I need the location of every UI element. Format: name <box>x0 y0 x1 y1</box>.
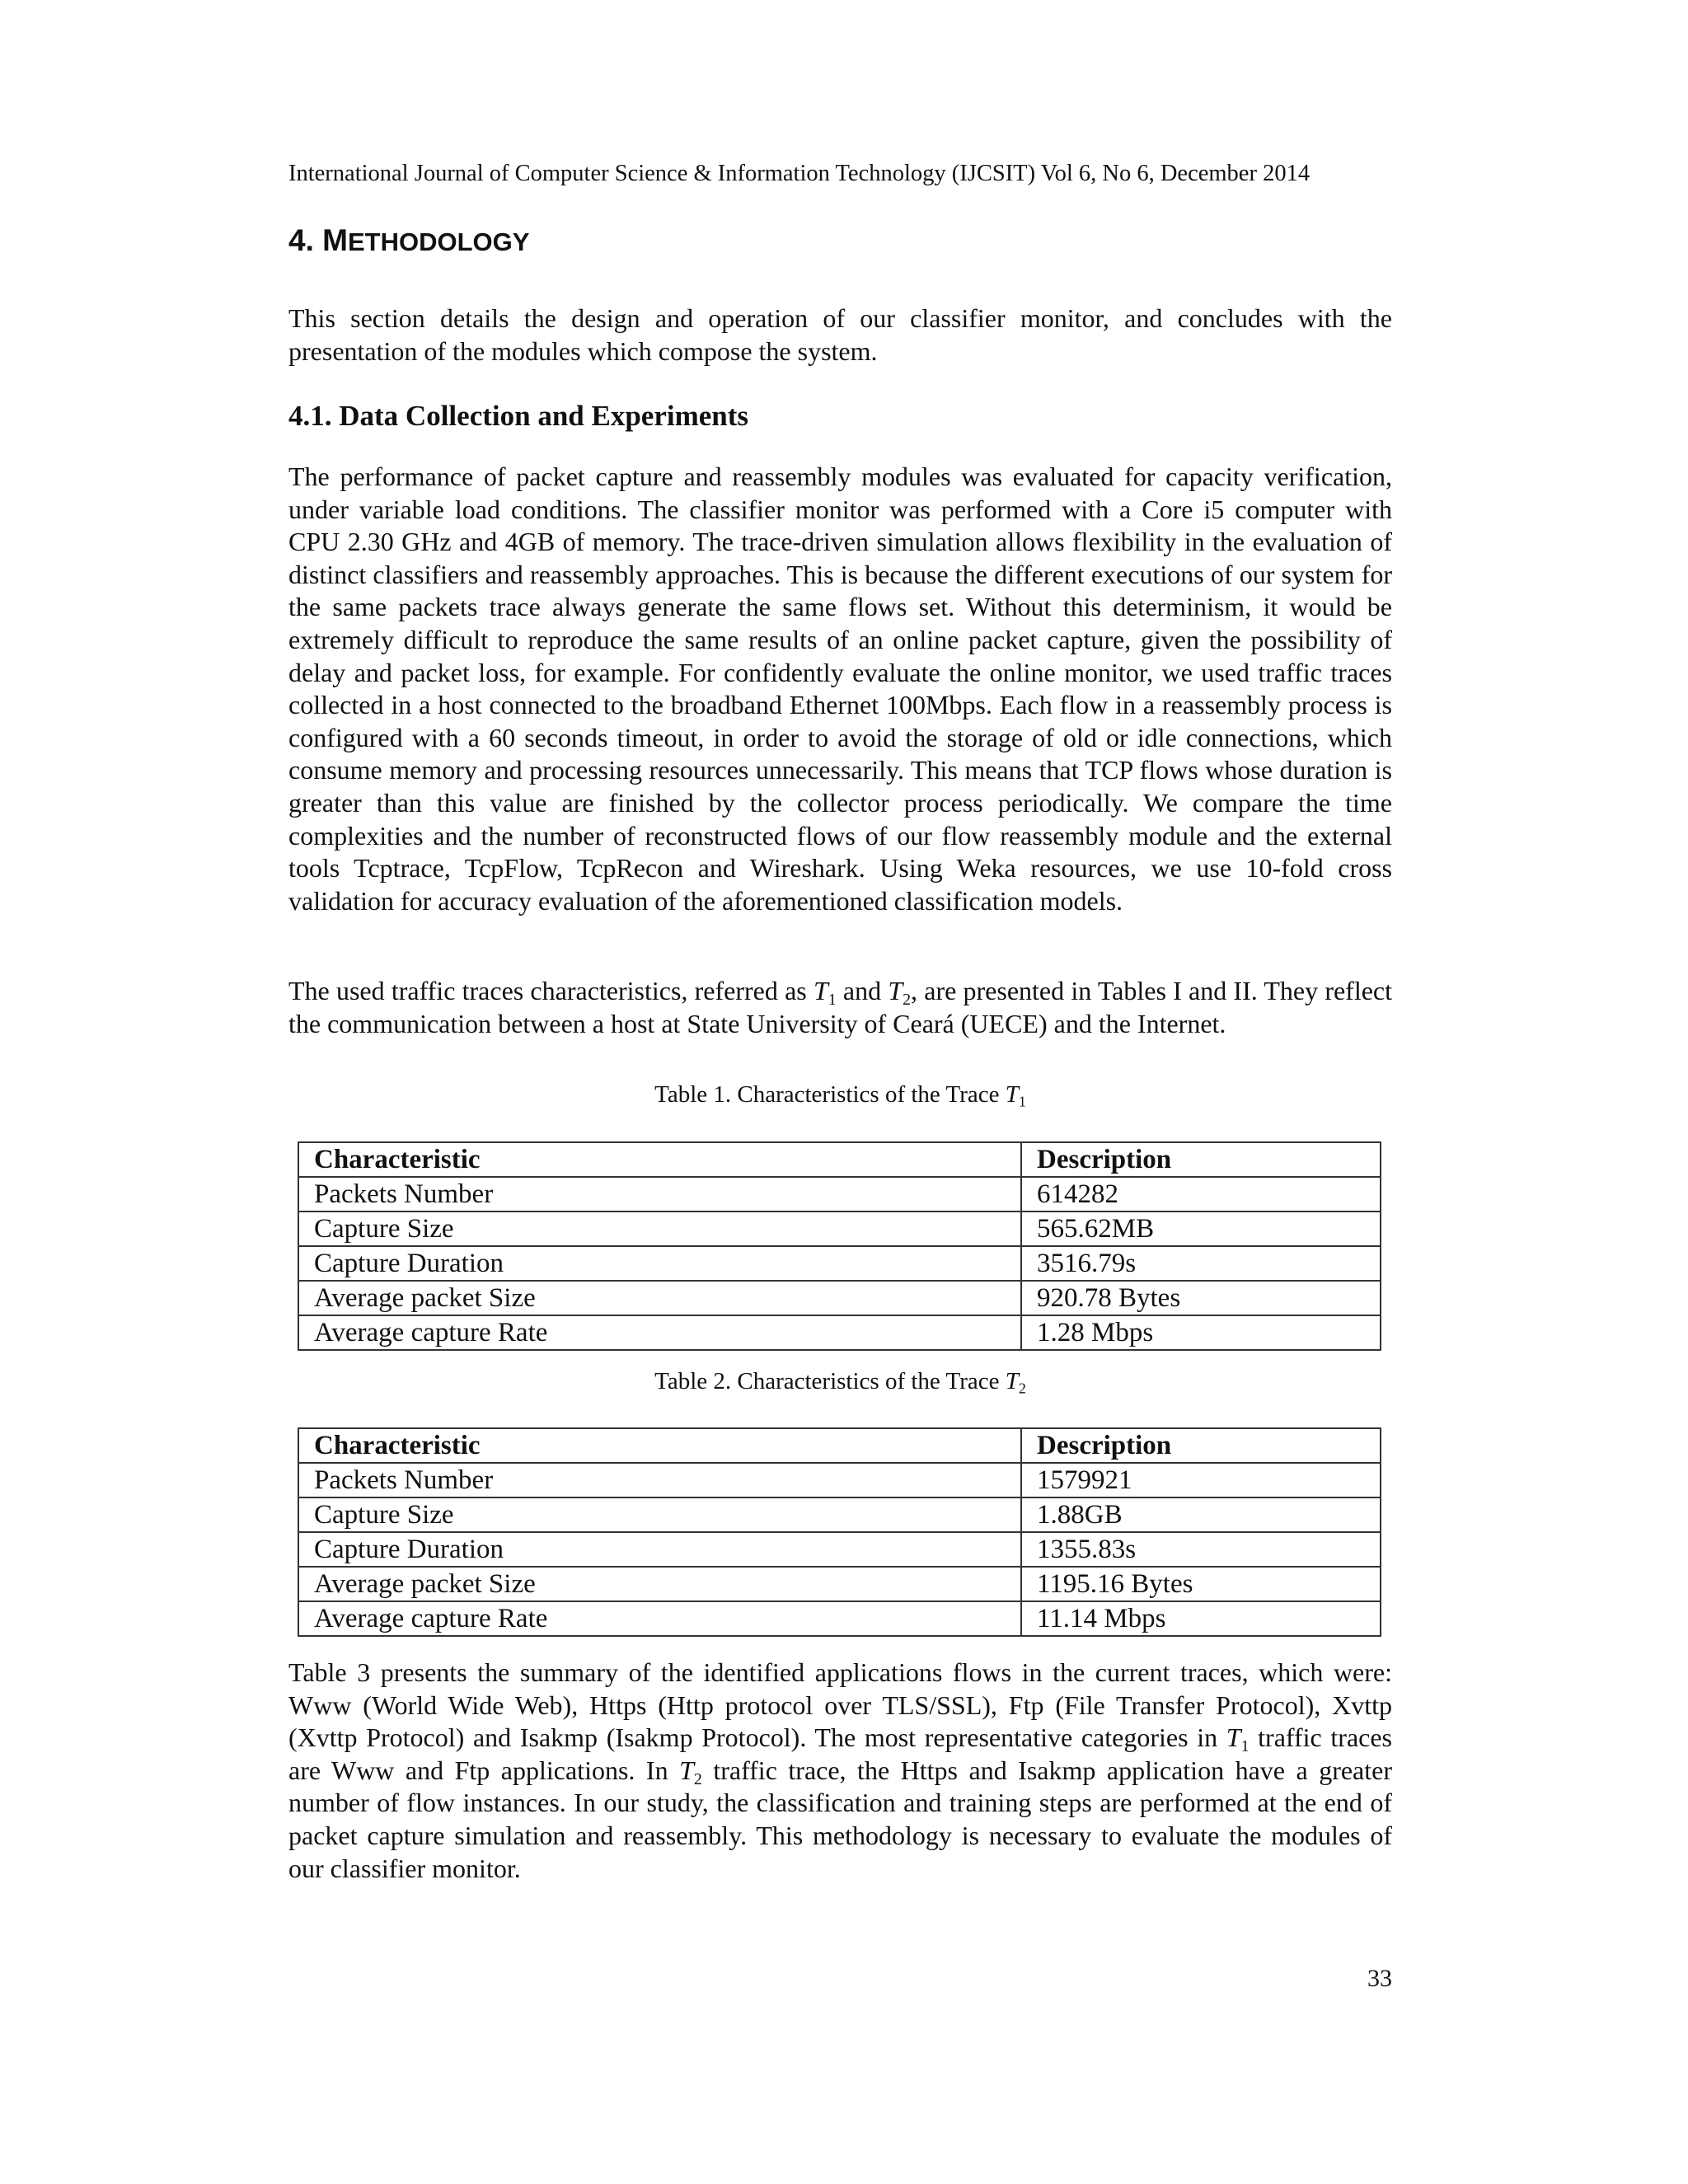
table-header-row <box>298 1142 1381 1177</box>
characteristic-cell: Average packet Size <box>298 1567 1021 1601</box>
trace-t1-table <box>298 1141 1381 1351</box>
page-number: 33 <box>1367 1965 1392 1992</box>
summary-text-1: Table 3 presents the summary of the identified applications flows in the current traces, which were: Www (World Wide Web), Https (Http protocol over TLS/SSL), Ftp (File Transfer Protocol), Xvttp (Xvttp Protocol) and Isakmp (Isakmp Protocol). The most representative categories in <box>288 1657 1392 1753</box>
data-collection-paragraph: The performance of packet capture and reassembly modules was evaluated for capacity verification, under variable load conditions. The classifier monitor was performed with a Core i5 computer with CPU 2.30 GHz and 4GB of memory. The trace-driven simulation allows flexibility in the evaluation of distinct classifiers and reassembly approaches. This is because the different executions of our system for the same packets trace always generate the same flows set. Without this determinism, it would be extremely difficult to reproduce the same results of an online packet capture, given the possibility of delay and packet loss, for example. For confidently evaluate the online monitor, we used traffic traces collected in a host connected to the broadband Ethernet 100Mbps. Each flow in a reassembly process is configured with a 60 seconds timeout, in order to avoid the storage of old or idle connections, which consume memory and processing resources unnecessarily. This means that TCP flows whose duration is greater than this value are finished by the collector process periodically. We compare the time complexities and the number of reconstructed flows of our flow reassembly module and the external tools Tcptrace, TcpFlow, TcpRecon and Wireshark. Using Weka resources, we use 10-fold cross validation for accuracy evaluation of the aforementioned classification models. <box>288 462 1392 916</box>
column-header: Description <box>1021 1428 1381 1463</box>
trace-t1-symbol: $T_1$ <box>1226 1722 1250 1756</box>
description-cell: 920.78 Bytes <box>1021 1281 1381 1315</box>
characteristic-cell: Average capture Rate <box>298 1601 1021 1636</box>
description-cell: 3516.79s <box>1021 1246 1381 1281</box>
table-row <box>298 1315 1381 1350</box>
intro-paragraph: This section details the design and operation of our classifier monitor, and concludes with the presentation of the modules which compose the system. <box>288 303 1392 366</box>
characteristic-cell: Capture Size <box>298 1212 1021 1246</box>
section-title-initial: M <box>322 223 348 257</box>
table-row <box>298 1567 1381 1601</box>
description-cell: 11.14 Mbps <box>1021 1601 1381 1636</box>
column-header: Description <box>1021 1142 1381 1177</box>
running-header: International Journal of Computer Science & Information Technology (IJCSIT) Vol 6, No 6, December 2014 <box>288 161 1311 186</box>
subsection-heading: 4.1. Data Collection and Experiments <box>288 400 749 432</box>
table-row <box>298 1497 1381 1532</box>
table-row <box>298 1463 1381 1497</box>
description-cell: 1195.16 Bytes <box>1021 1567 1381 1601</box>
characteristic-cell: Capture Size <box>298 1497 1021 1532</box>
summary-text-2: traffic traces are Www and Ftp applications. In <box>288 1722 1393 1785</box>
description-cell: 614282 <box>1021 1177 1381 1212</box>
characteristic-cell: Capture Duration <box>298 1246 1021 1281</box>
table-row <box>298 1212 1381 1246</box>
description-cell: 1355.83s <box>1021 1532 1381 1567</box>
trace-t2-table <box>298 1427 1381 1637</box>
characteristic-cell: Packets Number <box>298 1177 1021 1212</box>
table-row <box>298 1177 1381 1212</box>
table-1-caption: Table 1. Characteristics of the Trace $T_1$ <box>654 1081 1026 1110</box>
trace-t2-symbol: $T_2$ <box>679 1755 702 1788</box>
column-header: Characteristic <box>298 1142 1021 1177</box>
traces-paragraph <box>288 975 1392 1040</box>
column-header: Characteristic <box>298 1428 1021 1463</box>
characteristic-cell: Average capture Rate <box>298 1315 1021 1350</box>
summary-paragraph <box>288 1657 1392 1885</box>
description-cell: 565.62MB <box>1021 1212 1381 1246</box>
section-title-rest: ETHODOLOGY <box>347 227 530 256</box>
section-heading <box>288 223 529 260</box>
description-cell: 1.28 Mbps <box>1021 1315 1381 1350</box>
description-cell: 1579921 <box>1021 1463 1381 1497</box>
table-2-caption: Table 2. Characteristics of the Trace $T_2$ <box>654 1368 1026 1397</box>
description-cell: 1.88GB <box>1021 1497 1381 1532</box>
table-header-row <box>298 1428 1381 1463</box>
table-row <box>298 1281 1381 1315</box>
trace-t2-symbol: $T_2$ <box>888 976 912 1009</box>
characteristic-cell: Average packet Size <box>298 1281 1021 1315</box>
traces-text-1: The used traffic traces characteristics, referred as <box>288 976 814 1005</box>
section-number: 4. <box>288 223 314 257</box>
table-row <box>298 1246 1381 1281</box>
summary-text-3: traffic trace, the Https and Isakmp application have a greater number of flow instances. In our study, the classification and training steps are performed at the end of packet capture simulation and reassembly. This methodology is necessary to evaluate the modules of our classifier monitor. <box>288 1755 1393 1883</box>
trace-t1-symbol: $T_1$ <box>813 976 837 1009</box>
table-row <box>298 1532 1381 1567</box>
table-row <box>298 1601 1381 1636</box>
characteristic-cell: Capture Duration <box>298 1532 1021 1567</box>
traces-text-3: , are presented in Tables I and II. They reflect the communication between a host at State University of Ceará (UECE) and the Internet. <box>288 976 1393 1038</box>
characteristic-cell: Packets Number <box>298 1463 1021 1497</box>
traces-text-2: and <box>836 976 889 1005</box>
